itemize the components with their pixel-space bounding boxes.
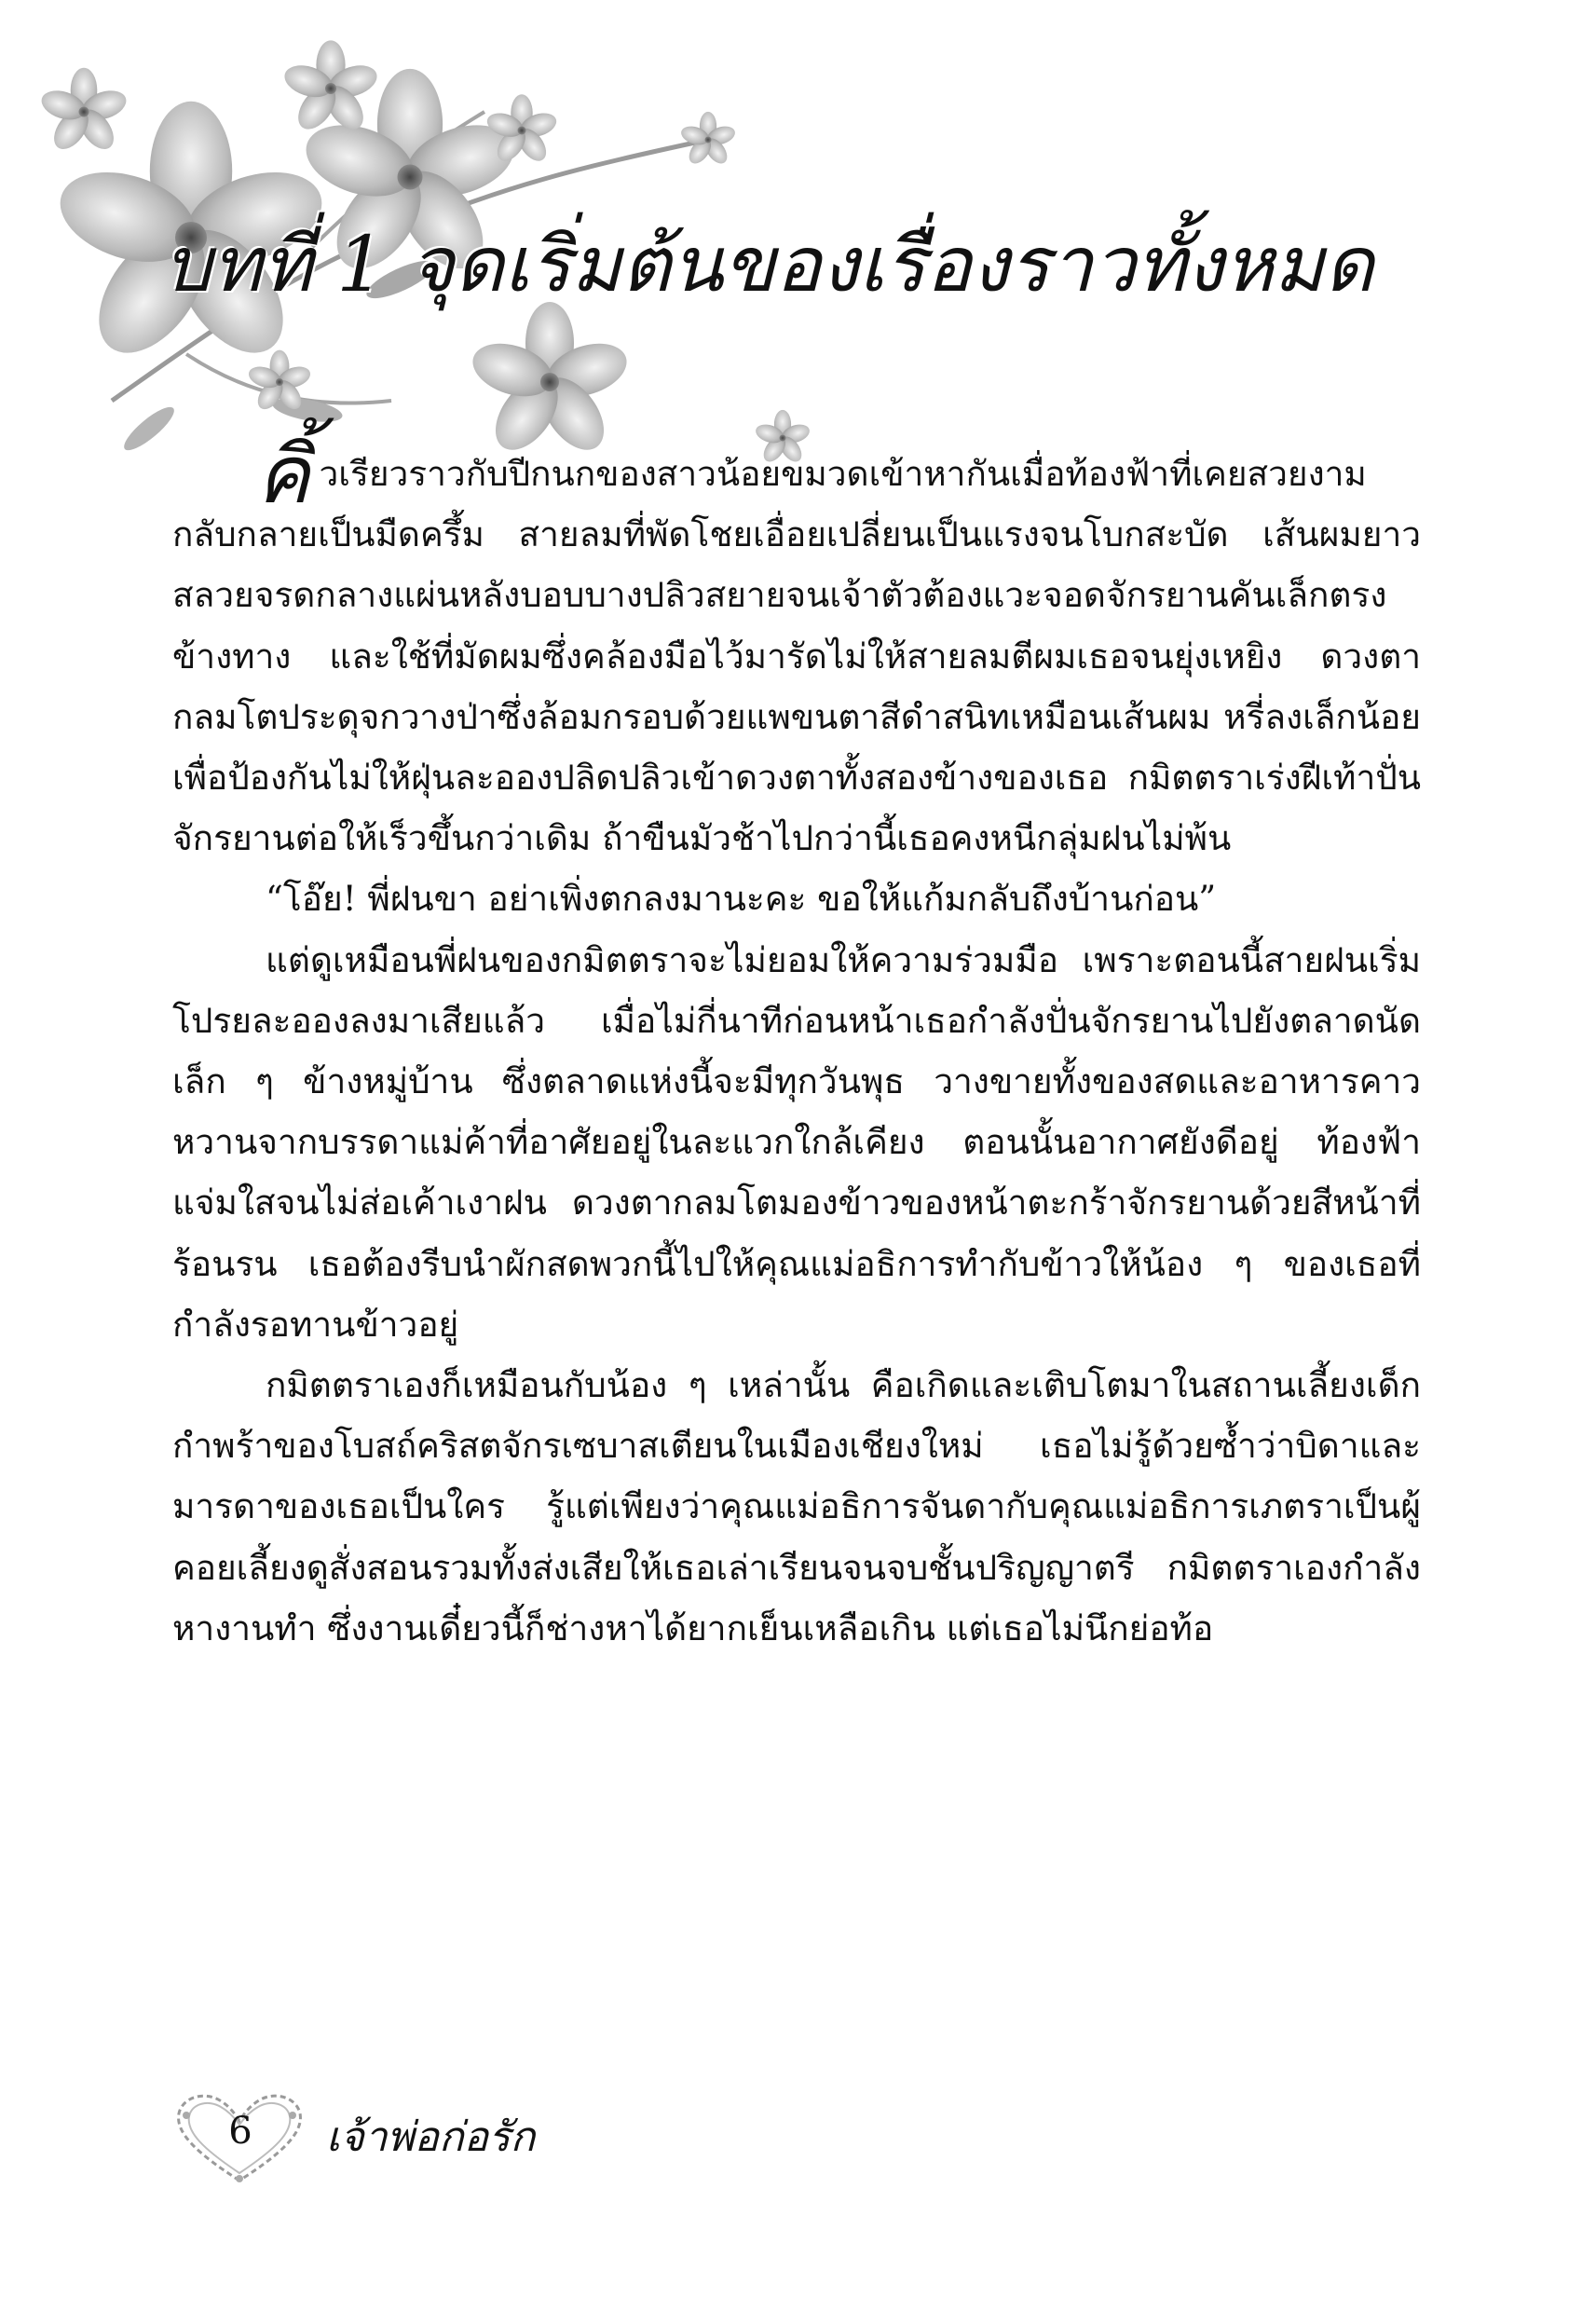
paragraph-text: วเรียวราวกับปีกนกของสาวน้อยขมวดเข้าหากันเมื่อท้องฟ้าที่เคยสวยงามกลับกลายเป็นมืดครึ้ม สายลมที่พัดโชยเอื่อยเปลี่ยนเป็นแรงจนโบกสะบัด เส้นผมยาวสลวยจรดกลางแผ่นหลังบอบบางปลิวสยายจนเจ้าตัวต้องแวะจอดจักรยานคันเล็กตรงข้างทาง และใช้ที่มัดผมซึ่งคล้องมือไว้มารัดไม่ให้สายลมตีผมเธอจนยุ่งเหยิง ดวงตากลมโตประดุจกวางป่าซึ่งล้อมกรอบด้วยแพขนตาสีดำสนิทเหมือนเส้นผม หรี่ลงเล็กน้อยเพื่อป้องกันไม่ให้ฝุ่นละอองปลิดปลิวเข้าดวงตาทั้งสองข้างของเธอ กมิตตราเร่งฝีเท้าปั่นจักรยานต่อให้เร็วขึ้นกว่าเดิม ถ้าขืนมัวช้าไปกว่านี้เธอคงหนีกลุ่มฝนไม่พ้น (172, 454, 1421, 859)
page-number: 6 (228, 2110, 252, 2153)
dropcap: คิ้ (256, 429, 310, 522)
book-title: เจ้าพ่อก่อรัก (326, 2113, 536, 2161)
chapter-body (172, 429, 1421, 1659)
paragraph (172, 429, 1421, 868)
paragraph: แต่ดูเหมือนพี่ฝนของกมิตตราจะไม่ยอมให้ความร่วมมือ เพราะตอนนี้สายฝนเริ่มโปรยละอองลงมาเสียแล้ว เมื่อไม่กี่นาทีก่อนหน้าเธอกำลังปั่นจักรยานไปยังตลาดนัดเล็ก ๆ ข้างหมู่บ้าน ซึ่งตลาดแห่งนี้จะมีทุกวันพุธ วางขายทั้งของสดและอาหารคาวหวานจากบรรดาแม่ค้าที่อาศัยอยู่ในละแวกใกล้เคียง ตอนนั้นอากาศยังดีอยู่ ท้องฟ้าแจ่มใสจนไม่ส่อเค้าเงาฝน ดวงตากลมโตมองข้าวของหน้าตะกร้าจักรยานด้วยสีหน้าที่ร้อนรน เธอต้องรีบนำผักสดพวกนี้ไปให้คุณแม่อธิการทำกับข้าวให้น้อง ๆ ของเธอที่กำลังรอทานข้าวอยู่ (172, 939, 1421, 1345)
page-footer (168, 2087, 727, 2190)
paragraph: “โอ๊ย! พี่ฝนขา อย่าเพิ่งตกลงมานะคะ ขอให้แก้มกลับถึงบ้านก่อน” (266, 879, 1217, 920)
chapter-title: บทที่ 1 จุดเริ่มต้นของเรื่องราวทั้งหมด (163, 221, 1374, 309)
paragraph: กมิตตราเองก็เหมือนกับน้อง ๆ เหล่านั้น คือเกิดและเติบโตมาในสถานเลี้ยงเด็กกำพร้าของโบสถ์คริสตจักรเซบาสเตียนในเมืองเชียงใหม่ เธอไม่รู้ด้วยซ้ำว่าบิดาและมารดาของเธอเป็นใคร รู้แต่เพียงว่าคุณแม่อธิการจันดากับคุณแม่อธิการเภตราเป็นผู้คอยเลี้ยงดูสั่งสอนรวมทั้งส่งเสียให้เธอเล่าเรียนจนจบชั้นปริญญาตรี กมิตตราเองกำลังหางานทำ ซึ่งงานเดี๋ยวนี้ก็ช่างหาได้ยากเย็นเหลือเกิน แต่เธอไม่นึกย่อท้อ (172, 1365, 1421, 1648)
